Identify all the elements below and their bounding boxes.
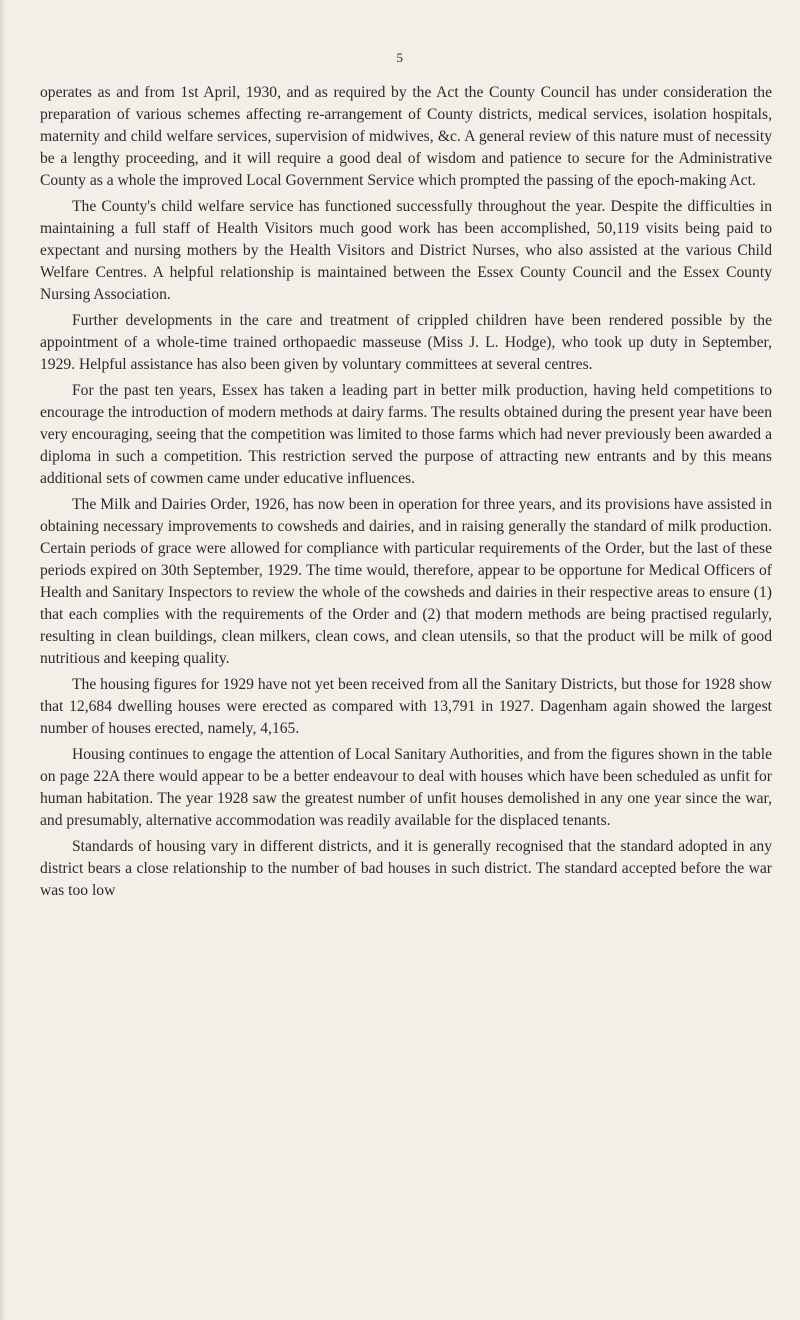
- page-number: 5: [396, 50, 404, 65]
- paragraph: The County's child welfare service has functioned successfully throughout the year. Despite the difficulties in maintaining a full staff of Health Visitors much good work has been accomplished, 50,119 visits being paid to expectant and nursing mothers by the Health Visitors and District Nurses, who also assisted at the various Child Welfare Centres. A helpful relationship is maintained between the Essex County Council and the Essex County Nursing Association.: [40, 198, 772, 303]
- body-text: [40, 82, 772, 906]
- paragraph: Further developments in the care and treatment of crippled children have been rendered possible by the appointment of a whole-time trained orthopaedic masseuse (Miss J. L. Hodge), who took up duty in September, 1929. Helpful assistance has also been given by voluntary committees at several centres.: [40, 312, 772, 373]
- paragraph: The housing figures for 1929 have not yet been received from all the Sanitary Districts, but those for 1928 show that 12,684 dwelling houses were erected as compared with 13,791 in 1927. Dagenham again showed the largest number of houses erected, namely, 4,165.: [40, 676, 772, 737]
- paragraph: operates as and from 1st April, 1930, and as required by the Act the County Council has under consideration the preparation of various schemes affecting re-arrangement of County districts, medical services, isolation hospitals, maternity and child welfare services, supervision of midwives, &c. A general review of this nature must of necessity be a lengthy proceeding, and it will require a good deal of wisdom and patience to secure for the Administrative County as a whole the improved Local Government Service which prompted the passing of the epoch-making Act.: [40, 84, 772, 189]
- paragraph: Standards of housing vary in different districts, and it is generally recognised that the standard adopted in any district bears a close relationship to the number of bad houses in such district. The standard accepted before the war was too low: [40, 838, 772, 899]
- paragraph: For the past ten years, Essex has taken a leading part in better milk production, having held competitions to encourage the introduction of modern methods at dairy farms. The results obtained during the present year have been very encouraging, seeing that the competition was limited to those farms which had never previously been awarded a diploma in such a competition. This restriction served the purpose of attracting new entrants and by this means additional sets of cowmen came under educative influences.: [40, 382, 772, 487]
- paragraph: The Milk and Dairies Order, 1926, has now been in operation for three years, and its provisions have assisted in obtaining necessary improvements to cowsheds and dairies, and in raising generally the standard of milk production. Certain periods of grace were allowed for compliance with particular requirements of the Order, but the last of these periods expired on 30th September, 1929. The time would, therefore, appear to be opportune for Medical Officers of Health and Sanitary Inspectors to review the whole of the cowsheds and dairies in their respective areas to ensure (1) that each complies with the requirements of the Order and (2) that modern methods are being practised regularly, resulting in clean buildings, clean milkers, clean cows, and clean utensils, so that the product will be milk of good nutritious and keeping quality.: [40, 496, 772, 667]
- page-edge: [0, 0, 6, 1320]
- paragraph: Housing continues to engage the attention of Local Sanitary Authorities, and from the figures shown in the table on page 22A there would appear to be a better endeavour to deal with houses which have been scheduled as unfit for human habitation. The year 1928 saw the greatest number of unfit houses demolished in any one year since the war, and presumably, alternative accommodation was readily available for the displaced tenants.: [40, 746, 772, 829]
